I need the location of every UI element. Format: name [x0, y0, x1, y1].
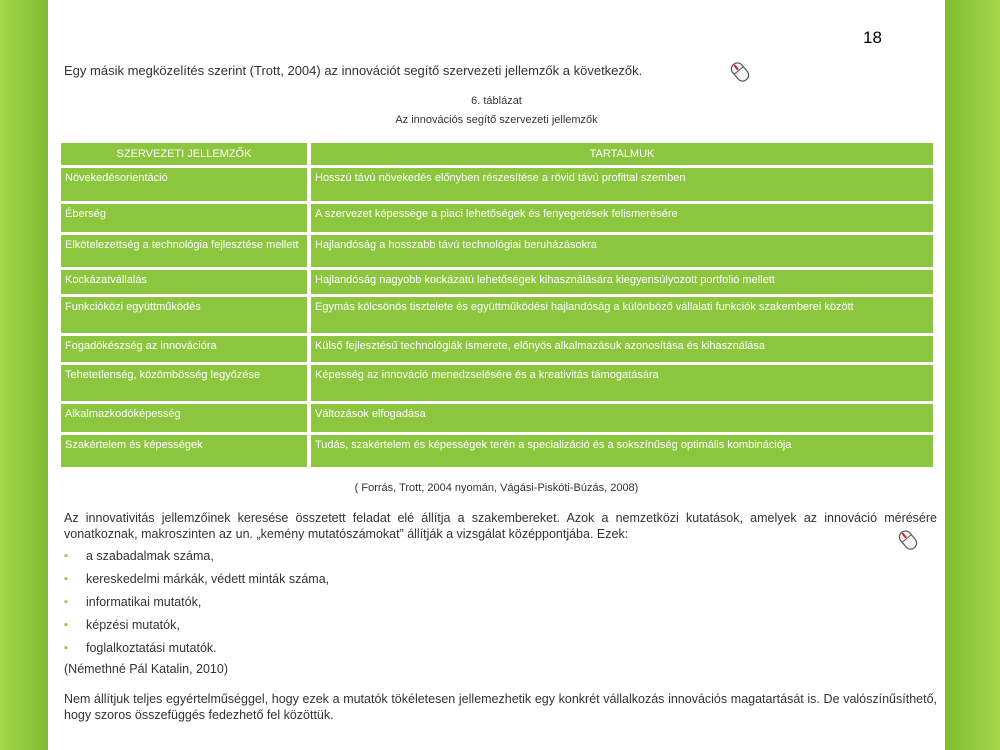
table-row: [61, 204, 933, 232]
row-content: A szervezet képessége a piaci lehetőségek és fenyegetések felismerésére: [311, 204, 933, 232]
row-content: Változások elfogadása: [311, 404, 933, 432]
row-content: Tudás, szakértelem és képességek terén a specializáció és a sokszínűség optimális kombinációja: [311, 435, 933, 467]
list-item: [64, 640, 329, 663]
bullet-marker: ▪: [64, 550, 68, 562]
table-row: [61, 168, 933, 201]
list-item: [64, 594, 329, 617]
row-content: Hajlandóság nagyobb kockázatú lehetőségek kihasználására kiegyensúlyozott portfolió mellett: [311, 270, 933, 294]
mouse-icon[interactable]: [728, 60, 752, 84]
document-page: [48, 0, 945, 750]
table-row: [61, 297, 933, 333]
bullet-marker: ▪: [64, 596, 68, 608]
table-row: [61, 270, 933, 294]
row-characteristic: Növekedésorientáció: [61, 168, 307, 201]
row-content: Külső fejlesztésű technológiák ismerete, előnyös alkalmazásuk azonosítása és kihasználása: [311, 336, 933, 362]
table-row: [61, 235, 933, 267]
table-number: 6. táblázat: [471, 95, 522, 107]
paragraph-2: Nem állítjuk teljes egyértelműséggel, hogy ezek a mutatók tökéletesen jellemezhetik egy konkrét vállalkozás innovációs magatartását is. De valószínűsíthető, hogy szoros összefüggés fedezhető fel közöttük.: [64, 692, 937, 722]
row-content: Képesség az innováció menedzselésére és a kreativitás támogatására: [311, 365, 933, 401]
bullet-marker: ▪: [64, 573, 68, 585]
row-characteristic: Fogadókészség az innovációra: [61, 336, 307, 362]
table-row: [61, 336, 933, 362]
row-characteristic: Éberség: [61, 204, 307, 232]
list-item-text: kereskedelmi márkák, védett minták száma,: [86, 572, 330, 586]
row-characteristic: Szakértelem és képességek: [61, 435, 307, 467]
table-row: [61, 435, 933, 467]
table-row: [61, 365, 933, 401]
row-characteristic: Elkötelezettség a technológia fejlesztése mellett: [61, 235, 307, 267]
list-item: [64, 548, 329, 571]
bullet-marker: ▪: [64, 619, 68, 631]
indicator-list: [64, 548, 329, 663]
header-content: TARTALMUK: [311, 143, 933, 165]
list-item: [64, 571, 329, 594]
table-header-row: [61, 143, 933, 165]
list-item: [64, 617, 329, 640]
mouse-icon[interactable]: [896, 528, 920, 552]
characteristics-table: [57, 140, 937, 470]
list-item-text: képzési mutatók,: [86, 618, 180, 632]
table-source: ( Forrás, Trott, 2004 nyomán, Vágási-Piskóti-Búzás, 2008): [354, 482, 639, 494]
row-characteristic: Alkalmazkodóképesség: [61, 404, 307, 432]
table-row: [61, 404, 933, 432]
reference: (Némethné Pál Katalin, 2010): [64, 662, 228, 676]
header-characteristics: SZERVEZETI JELLEMZŐK: [61, 143, 307, 165]
row-characteristic: Kockázatvállalás: [61, 270, 307, 294]
paragraph-1: Az innovativitás jellemzőinek keresése összetett feladat elé állítja a szakembereket. Azok a nemzetközi kutatások, amelyek az innováció mérésére vonatkoznak, makroszinten az un. „kemény mutatószámokat” állítják a vizsgálat középpontjába. Ezek:: [64, 511, 937, 541]
row-characteristic: Tehetetlenség, közömbösség legyőzése: [61, 365, 307, 401]
row-content: Egymás kölcsönös tisztelete és együttműködési hajlandóság a különböző vállalati funkciók szakemberei között: [311, 297, 933, 333]
bullet-marker: ▪: [64, 642, 68, 654]
row-content: Hajlandóság a hosszabb távú technológiai beruházásokra: [311, 235, 933, 267]
list-item-text: informatikai mutatók,: [86, 595, 202, 609]
intro-text: Egy másik megközelítés szerint (Trott, 2004) az innovációt segítő szervezeti jellemzők a következők.: [64, 63, 643, 78]
list-item-text: foglalkoztatási mutatók.: [86, 641, 217, 655]
row-characteristic: Funkcióközi együttműködés: [61, 297, 307, 333]
list-item-text: a szabadalmak száma,: [86, 549, 214, 563]
table-title: Az innovációs segítő szervezeti jellemzők: [395, 114, 598, 126]
page-number: 18: [863, 28, 882, 47]
row-content: Hosszú távú növekedés előnyben részesítése a rövid távú profittal szemben: [311, 168, 933, 201]
